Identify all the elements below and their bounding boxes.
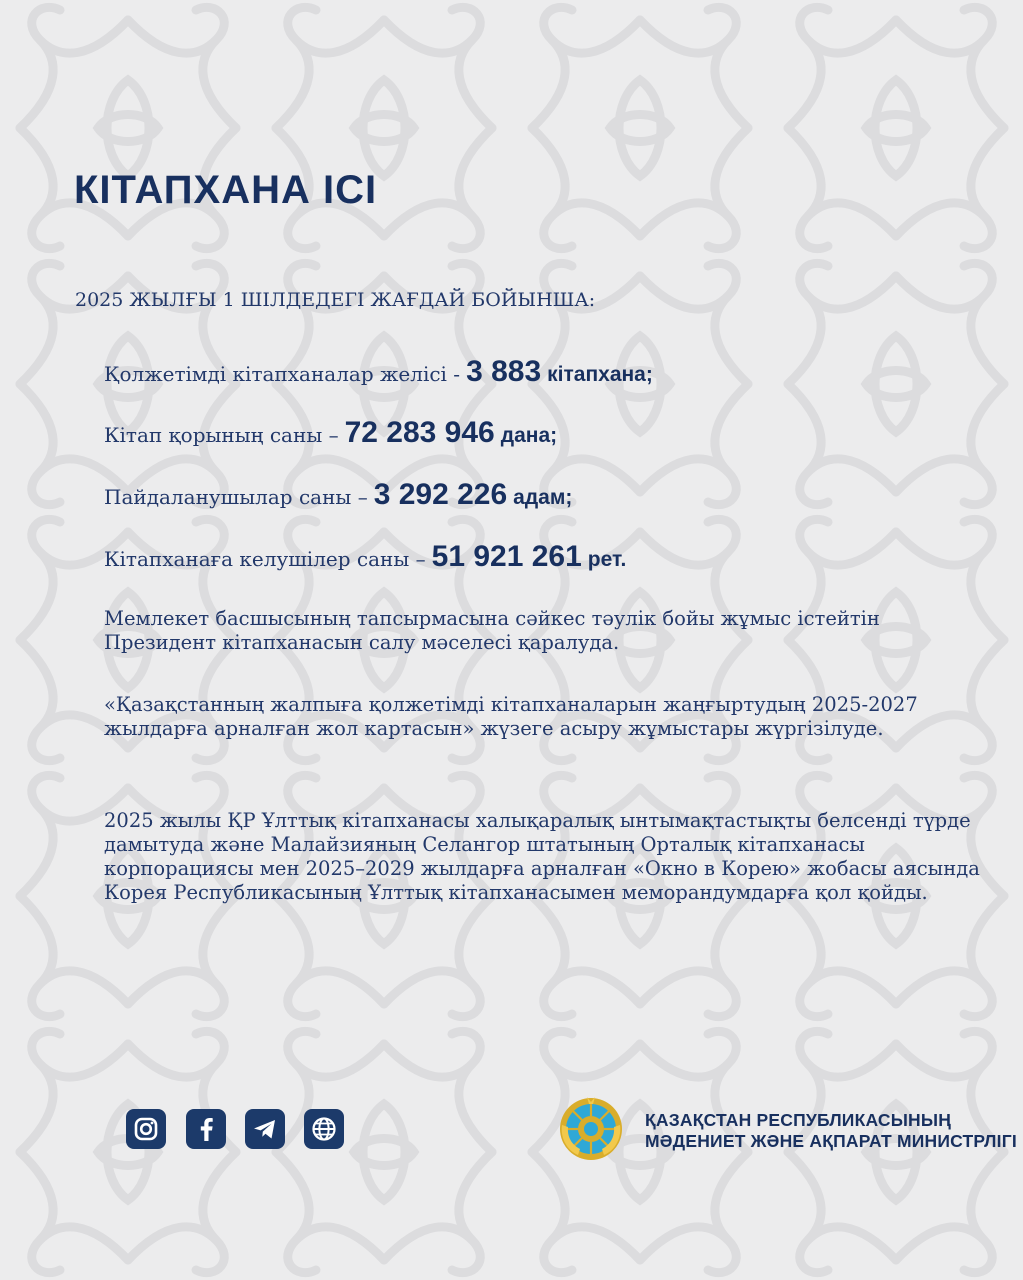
stat-unit: кітапхана; xyxy=(547,363,653,386)
stat-label: Кітапханаға келушілер саны – xyxy=(104,547,426,571)
stat-value: 51 921 261 xyxy=(431,540,582,573)
stat-label: Қолжетімді кітапханалар желісі - xyxy=(104,362,461,386)
paragraph-cooperation: 2025 жылы ҚР Ұлттық кітапханасы халықаралық ынтымақтастықты белсенді түрде дамытуда және Малайзияның Селангор штатының Орталық кітапханасы корпорациясы мен 2025–2029 жылдарға арналған «Окно в Корею» жобасы аясында Корея Республикасының Ұлттық кітапханасымен меморандумдарға қол қойды. xyxy=(104,809,980,904)
paragraph-roadmap: «Қазақстанның жалпыға қолжетімді кітапханаларын жаңғыртудың 2025-2027 жылдарға арналған жол картасын» жүзеге асыру жұмыстары жүргізілуде. xyxy=(104,693,918,740)
date-subtitle: 2025 ЖЫЛҒЫ 1 ШІЛДЕДЕГІ ЖАҒДАЙ БОЙЫНША: xyxy=(75,289,596,311)
stat-visitors xyxy=(104,542,626,575)
stat-label: Кітап қорының саны – xyxy=(104,423,339,447)
ministry-line-1: ҚАЗАҚСТАН РЕСПУБЛИКАСЫНЫҢ xyxy=(645,1110,952,1130)
page-title: КІТАПХАНА ІСІ xyxy=(74,168,378,212)
stat-book-fund xyxy=(104,418,557,451)
stat-unit: дана; xyxy=(500,424,558,447)
paragraph-president-library: Мемлекет басшысының тапсырмасына сәйкес тәулік бойы жұмыс істейтін Президент кітапханасын салу мәселесі қаралуда. xyxy=(104,607,880,654)
ministry-line-2: МӘДЕНИЕТ ЖӘНЕ АҚПАРАТ МИНИСТРЛІГІ xyxy=(645,1131,1017,1151)
instagram-icon[interactable] xyxy=(126,1109,166,1149)
stat-unit: рет. xyxy=(587,548,627,571)
telegram-icon[interactable] xyxy=(245,1109,285,1149)
stat-value: 3 883 xyxy=(466,355,542,388)
facebook-icon[interactable] xyxy=(186,1109,226,1149)
stat-value: 3 292 226 xyxy=(373,478,508,511)
state-emblem-icon xyxy=(558,1095,624,1163)
web-icon[interactable] xyxy=(304,1109,344,1149)
ministry-name xyxy=(645,1110,1017,1152)
stat-value: 72 283 946 xyxy=(344,416,495,449)
stat-label: Пайдаланушылар саны – xyxy=(104,485,368,509)
stat-users xyxy=(104,480,572,513)
stat-libraries xyxy=(104,357,653,390)
stat-unit: адам; xyxy=(513,486,573,509)
